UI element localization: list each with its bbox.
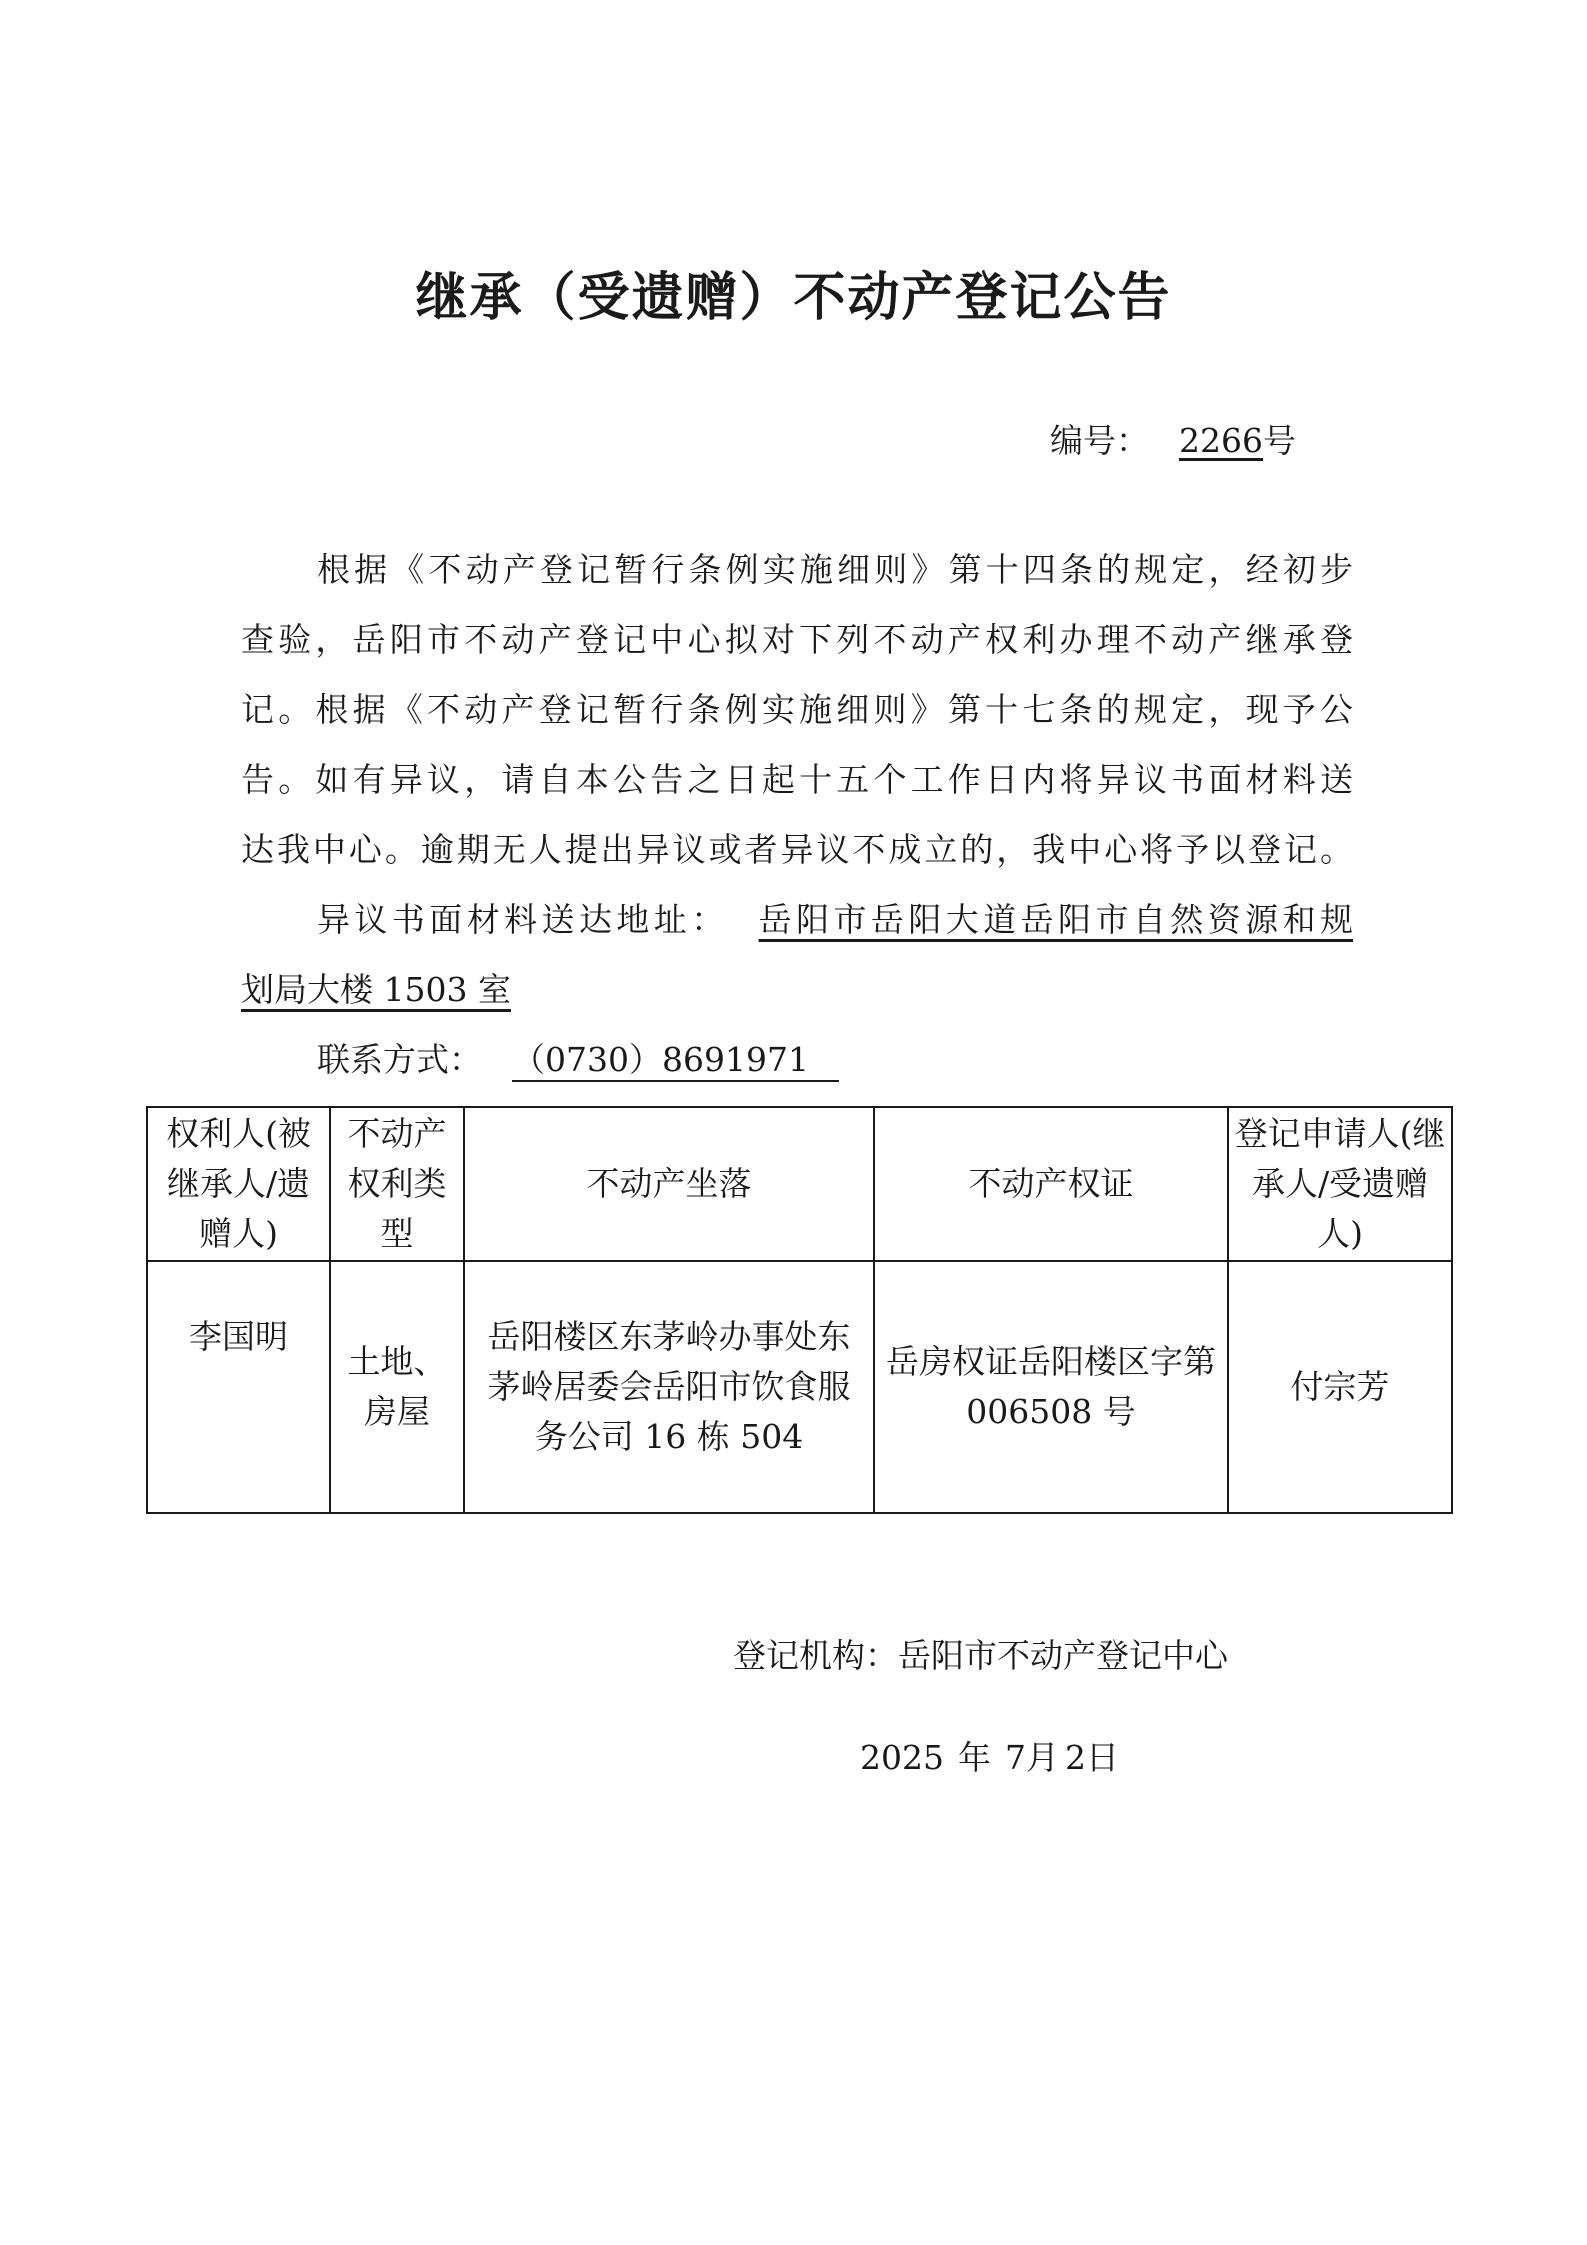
document-number bbox=[1050, 415, 1296, 462]
cell-location: 岳阳楼区东茅岭办事处东茅岭居委会岳阳市饮食服务公司 16 栋 504 bbox=[464, 1261, 874, 1513]
objection-address-label: 异议书面材料送达地址： bbox=[317, 900, 729, 939]
contact-phone: （0730）8691971 bbox=[512, 1040, 839, 1082]
body-line: 根据《不动产登记暂行条例实施细则》第十四条的规定，经初步 bbox=[317, 550, 1353, 589]
document-number-suffix: 号 bbox=[1262, 421, 1296, 460]
objection-address bbox=[241, 885, 1353, 955]
date-day-unit: 日 bbox=[1085, 1738, 1119, 1777]
body-line: 告。如有异议，请自本公告之日起十五个工作日内将异议书面材料送 bbox=[241, 760, 1353, 799]
body-line: 记。根据《不动产登记暂行条例实施细则》第十七条的规定，现予公 bbox=[241, 690, 1353, 729]
document-number-label: 编号： bbox=[1050, 421, 1149, 460]
table-header-row bbox=[147, 1107, 1452, 1261]
date-day: 2 bbox=[1064, 1738, 1086, 1777]
body-line: 查验，岳阳市不动产登记中心拟对下列不动产权利办理不动产继承登 bbox=[241, 620, 1353, 659]
cell-holder: 李国明 bbox=[147, 1261, 330, 1513]
date-month-unit: 月 bbox=[1025, 1738, 1059, 1777]
agency-label: 登记机构： bbox=[733, 1636, 898, 1675]
contact-info bbox=[241, 1025, 1353, 1095]
agency-name: 岳阳市不动产登记中心 bbox=[898, 1636, 1228, 1675]
notice-date bbox=[860, 1732, 1133, 1779]
body-line: 达我中心。逾期无人提出异议或者异议不成立的，我中心将予以登记。 bbox=[241, 830, 1353, 869]
header-applicant: 登记申请人(继承人/受遗赠人) bbox=[1228, 1107, 1452, 1261]
date-year-unit: 年 bbox=[957, 1738, 991, 1777]
cell-certificate: 岳房权证岳阳楼区字第 006508 号 bbox=[874, 1261, 1228, 1513]
header-right-type: 不动产权利类型 bbox=[330, 1107, 464, 1261]
objection-address-continued bbox=[241, 955, 1353, 1025]
header-location: 不动产坐落 bbox=[464, 1107, 874, 1261]
table-row bbox=[147, 1261, 1452, 1513]
document-number-value: 2266 bbox=[1179, 421, 1263, 460]
date-month: 7 bbox=[1004, 1738, 1026, 1777]
notice-body bbox=[241, 535, 1353, 1095]
registration-agency bbox=[733, 1630, 1228, 1677]
header-holder: 权利人(被继承人/遗赠人) bbox=[147, 1107, 330, 1261]
header-certificate: 不动产权证 bbox=[874, 1107, 1228, 1261]
cell-applicant: 付宗芳 bbox=[1228, 1261, 1452, 1513]
objection-address-line2: 划局大楼 1503 室 bbox=[241, 970, 511, 1009]
date-year: 2025 bbox=[860, 1738, 944, 1777]
page-title: 继承（受遗赠）不动产登记公告 bbox=[415, 268, 1172, 328]
cell-right-type: 土地、房屋 bbox=[330, 1261, 464, 1513]
property-table bbox=[146, 1106, 1453, 1514]
contact-label: 联系方式： bbox=[317, 1040, 482, 1079]
objection-address-line1: 岳阳市岳阳大道岳阳市自然资源和规 bbox=[758, 900, 1354, 939]
